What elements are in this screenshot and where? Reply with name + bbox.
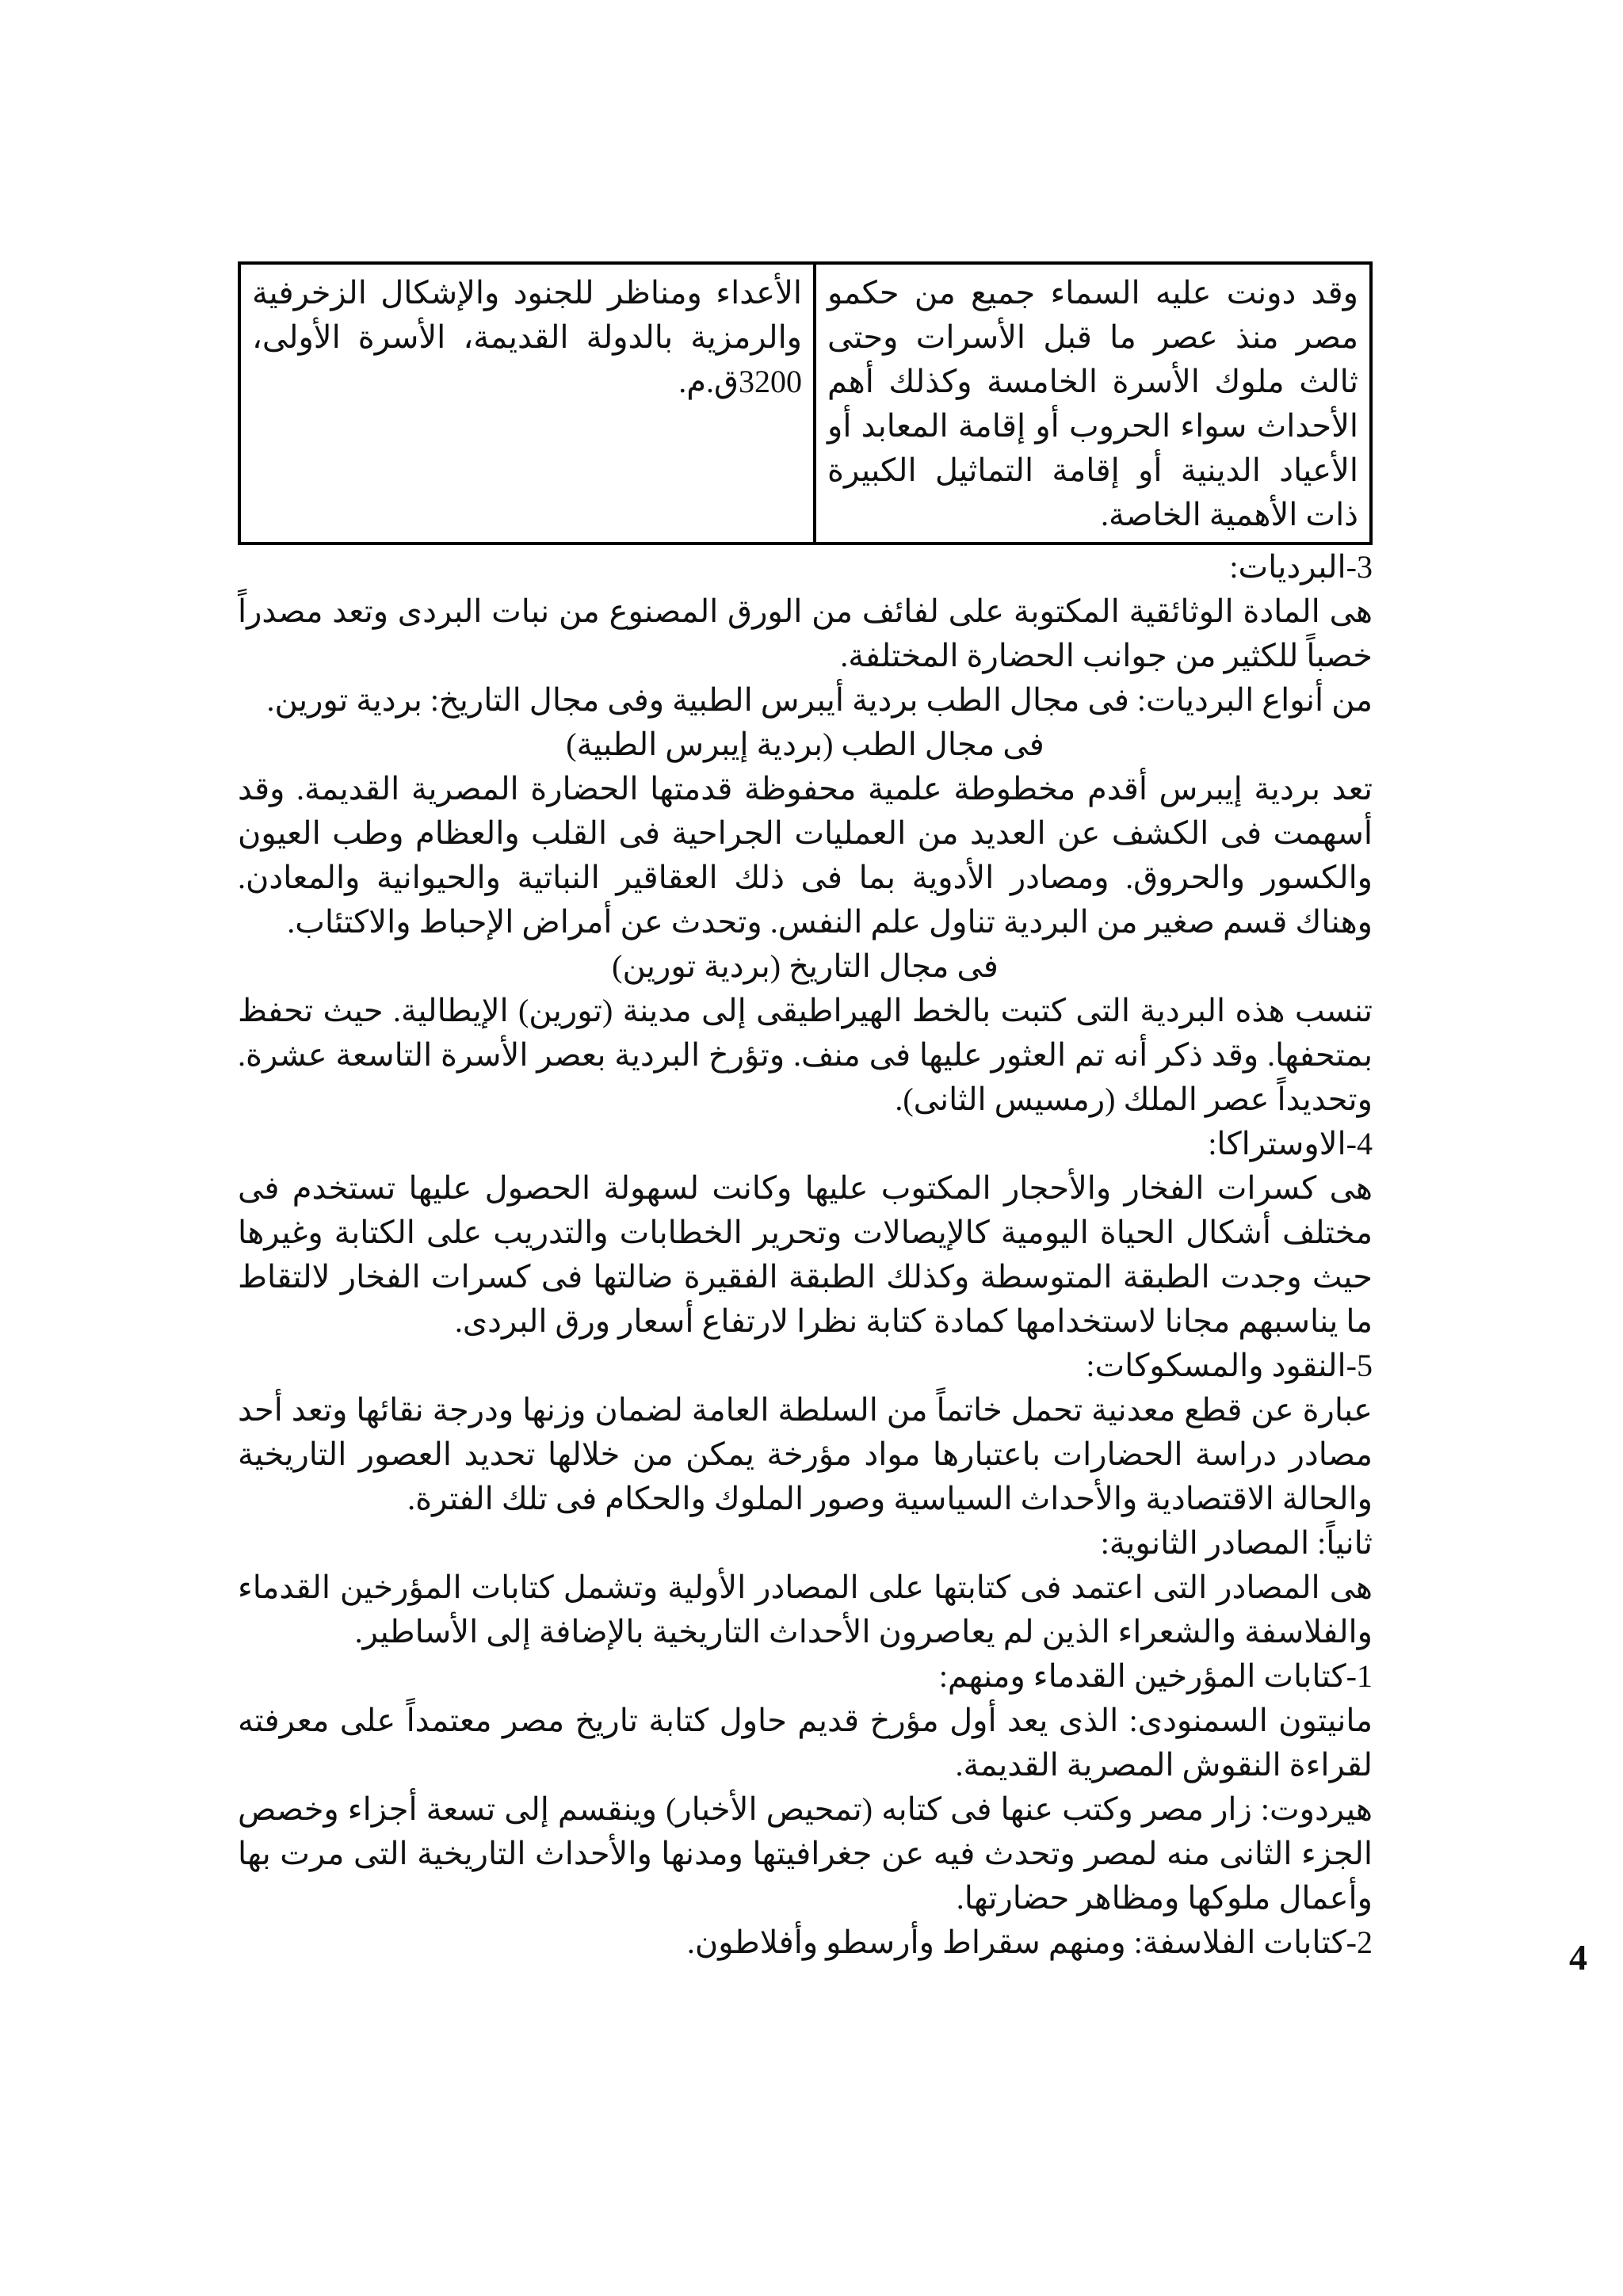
document-body [238, 261, 1373, 1965]
manetho-paragraph: مانيتون السمنودى: الذى يعد أول مؤرخ قديم حاول كتابة تاريخ مصر معتمداً على معرفته لقراءة النقوش المصرية القديمة. [238, 1703, 1373, 1783]
ebers-paragraph: تعد بردية إيبرس أقدم مخطوطة علمية محفوظة قدمتها الحضارة المصرية القديمة. وقد أسهمت فى الكشف عن العديد من العمليات الجراحية فى القلب والعظام وطب العيون والكسور والحروق. ومصادر الأدوية بما فى ذلك العقاقير النباتية والحيوانية والمعادن. وهناك قسم صغير من البردية تناول علم النفس. وتحدث عن أمراض الإحباط والاكتئاب. [238, 771, 1373, 940]
medicine-heading: فى مجال الطب (بردية إيبرس الطبية) [566, 727, 1044, 762]
turin-paragraph: تنسب هذه البردية التى كتبت بالخط الهيراطيقى إلى مدينة (تورين) الإيطالية. حيث تحفظ بمتحفها. وقد ذكر أنه تم العثور عليها فى منف. وتؤرخ البردية بعصر الأسرة التاسعة عشرة. وتحديداً عصر الملك (رمسيس الثانى). [238, 993, 1373, 1117]
papyri-types: من أنواع البرديات: فى مجال الطب بردية أيبرس الطبية وفى مجال التاريخ: بردية تورين. [266, 682, 1373, 718]
philosophers-paragraph: 2-كتابات الفلاسفة: ومنهم سقراط وأرسطو وأفلاطون. [686, 1924, 1373, 1960]
secondary-sources-paragraph: هى المصادر التى اعتمد فى كتابتها على المصادر الأولية وتشمل كتابات المؤرخين القدماء والفلاسفة والشعراء الذين لم يعاصرون الأحداث التاريخية بالإضافة إلى الأساطير. [238, 1569, 1373, 1650]
ostraca-heading: 4-الاوستراكا: [1208, 1126, 1373, 1161]
history-heading: فى مجال التاريخ (بردية تورين) [612, 948, 999, 984]
coins-heading: 5-النقود والمسكوكات: [1086, 1348, 1373, 1383]
ostraca-paragraph: هى كسرات الفخار والأحجار المكتوب عليها وكانت لسهولة الحصول عليها تستخدم فى مختلف أشكال الحياة اليومية كالإيصالات وتحرير الخطابات والتدريب على الكتابة وغيرها حيث وجدت الطبقة المتوسطة وكذلك الطبقة الفقيرة ضالتها فى كسرات الفخار لالتقاط ما يناسبهم مجانا لاستخدامها كمادة كتابة نظرا لارتفاع أسعار ورق البردى. [238, 1170, 1373, 1339]
secondary-sources-heading: ثانياً: المصادر الثانوية: [1100, 1525, 1373, 1561]
table-row [239, 263, 1371, 543]
papyri-definition: هى المادة الوثائقية المكتوبة على لفائف من الورق المصنوع من نبات البردى وتعد مصدراً خصباً للكثير من جوانب الحضارة المختلفة. [238, 593, 1373, 673]
coins-paragraph: عبارة عن قطع معدنية تحمل خاتماً من السلطة العامة لضمان وزنها ودرجة نقائها وتعد أحد مصادر دراسة الحضارات باعتبارها مواد مؤرخة يمكن من خلالها تحديد العصور التاريخية والحالة الاقتصادية والأحداث السياسية وصور الملوك والحكام فى تلك الفترة. [238, 1392, 1373, 1516]
table-cell-left: الأعداء ومناظر للجنود والإشكال الزخرفية والرمزية بالدولة القديمة، الأسرة الأولى، 3200ق.م. [239, 263, 815, 543]
page-number: 4 [1569, 1937, 1587, 1978]
papyri-heading: 3-البرديات: [1229, 549, 1373, 585]
table-cell-right: وقد دونت عليه السماء جميع من حكمو مصر منذ عصر ما قبل الأسرات وحتى ثالث ملوك الأسرة الخامسة وكذلك أهم الأحداث سواء الحروب أو إقامة المعابد أو الأعياد الدينية أو إقامة التماثيل الكبيرة ذات الأهمية الخاصة. [815, 263, 1371, 543]
sources-table [238, 261, 1373, 545]
herodotus-paragraph: هيردوت: زار مصر وكتب عنها فى كتابه (تمحيص الأخبار) وينقسم إلى تسعة أجزاء وخصص الجزء الثانى منه لمصر وتحدث فيه عن جغرافيتها ومدنها والأحداث التاريخية التى مرت بها وأعمال ملوكها ومظاهر حضارتها. [238, 1791, 1373, 1916]
historians-heading: 1-كتابات المؤرخين القدماء ومنهم: [938, 1658, 1373, 1694]
